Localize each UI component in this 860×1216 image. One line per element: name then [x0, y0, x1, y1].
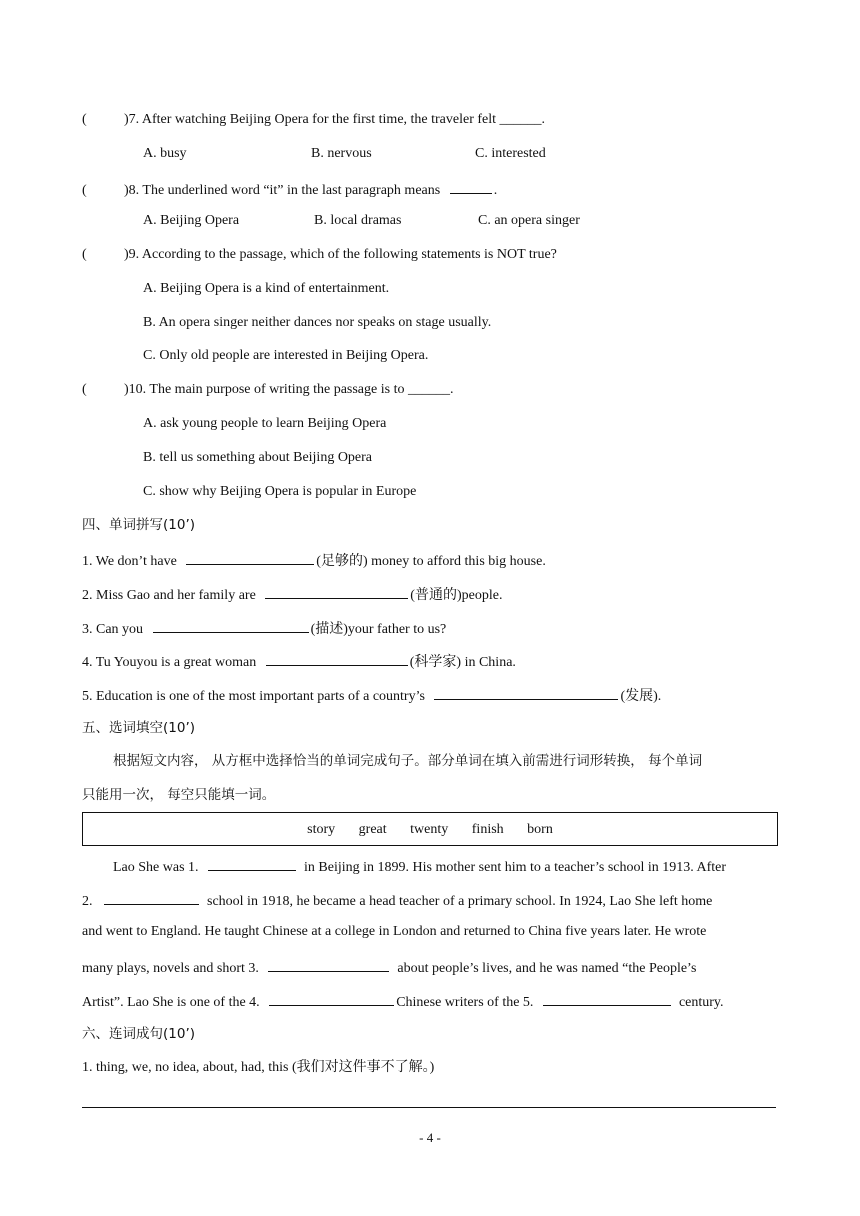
section-5-instruction-line-2: 只能用一次， 每空只能填一词。	[82, 787, 276, 803]
question-10-stem: ( )10. The main purpose of writing the passage is to ______.	[82, 382, 454, 397]
word-bank-word: finish	[471, 822, 504, 837]
word-bank-word: story	[307, 822, 336, 837]
passage-line-1: Lao She was 1. in Beijing in 1899. His mother sent him to a teacher’s school in 1913. After	[113, 856, 726, 877]
spelling-item-2: 2. Miss Gao and her family are (普通的)people.	[82, 584, 502, 605]
q8-underline	[450, 179, 492, 194]
word-bank-box	[82, 812, 778, 846]
q9-option-a: A. Beijing Opera is a kind of entertainment.	[143, 281, 390, 296]
sentence-item-1: 1. thing, we, no idea, about, had, this (我们对这件事不了解。)	[82, 1060, 435, 1075]
q10-option-b: B. tell us something about Beijing Opera	[143, 450, 373, 465]
q7-option-a: A. busy	[143, 146, 187, 161]
fill-blank-2[interactable]	[104, 890, 199, 905]
section-5-title: 五、选词填空(10’)	[82, 720, 196, 736]
word-bank-word: born	[527, 822, 553, 837]
spelling-blank-4[interactable]	[266, 651, 408, 666]
question-7-stem: ( )7. After watching Beijing Opera for the first time, the traveler felt ______.	[82, 112, 546, 127]
q10-option-c: C. show why Beijing Opera is popular in Europe	[143, 484, 417, 499]
spelling-blank-5[interactable]	[434, 685, 618, 700]
q7-option-c: C. interested	[475, 146, 546, 161]
question-8-stem: ( )8. The underlined word “it” in the last paragraph means .	[82, 179, 497, 200]
page-number: - 4 -	[419, 1130, 441, 1145]
spelling-blank-2[interactable]	[265, 584, 408, 599]
q10-option-a: A. ask young people to learn Beijing Opera	[143, 416, 387, 431]
passage-line-4: many plays, novels and short 3. about people’s lives, and he was named “the People’s	[82, 957, 696, 978]
word-bank-word: twenty	[410, 822, 449, 837]
q8-option-a: A. Beijing Opera	[143, 213, 240, 228]
fill-blank-5[interactable]	[543, 991, 671, 1006]
spelling-item-5: 5. Education is one of the most important parts of a country’s (发展).	[82, 685, 661, 706]
spelling-blank-1[interactable]	[186, 550, 314, 565]
spelling-item-4: 4. Tu Youyou is a great woman (科学家) in China.	[82, 651, 516, 672]
section-6-title: 六、连词成句(10’)	[82, 1026, 196, 1042]
fill-blank-1[interactable]	[208, 856, 296, 871]
question-9-stem: ( )9. According to the passage, which of the following statements is NOT true?	[82, 247, 557, 262]
q7-option-b: B. nervous	[311, 146, 372, 161]
answer-line[interactable]	[82, 1107, 776, 1108]
section-5-instruction-line-1: 根据短文内容， 从方框中选择恰当的单词完成句子。部分单词在填入前需进行词形转换， 每个单词	[113, 753, 703, 769]
q9-option-c: C. Only old people are interested in Beijing Opera.	[143, 348, 429, 363]
q8-option-c: C. an opera singer	[478, 213, 580, 228]
spelling-item-3: 3. Can you (描述)your father to us?	[82, 618, 446, 639]
fill-blank-3[interactable]	[268, 957, 389, 972]
passage-line-2: 2. school in 1918, he became a head teacher of a primary school. In 1924, Lao She left home	[82, 890, 712, 911]
spelling-item-1: 1. We don’t have (足够的) money to afford this big house.	[82, 550, 546, 571]
passage-line-3: and went to England. He taught Chinese at a college in London and returned to China five years later. He wrote	[82, 924, 707, 939]
word-bank-word: great	[358, 822, 387, 837]
q8-option-b: B. local dramas	[314, 213, 402, 228]
section-4-title: 四、单词拼写(10’)	[82, 517, 196, 533]
spelling-blank-3[interactable]	[153, 618, 309, 633]
q9-option-b: B. An opera singer neither dances nor speaks on stage usually.	[143, 315, 492, 330]
fill-blank-4[interactable]	[269, 991, 394, 1006]
passage-line-5: Artist”. Lao She is one of the 4. Chinese writers of the 5. century.	[82, 991, 724, 1012]
